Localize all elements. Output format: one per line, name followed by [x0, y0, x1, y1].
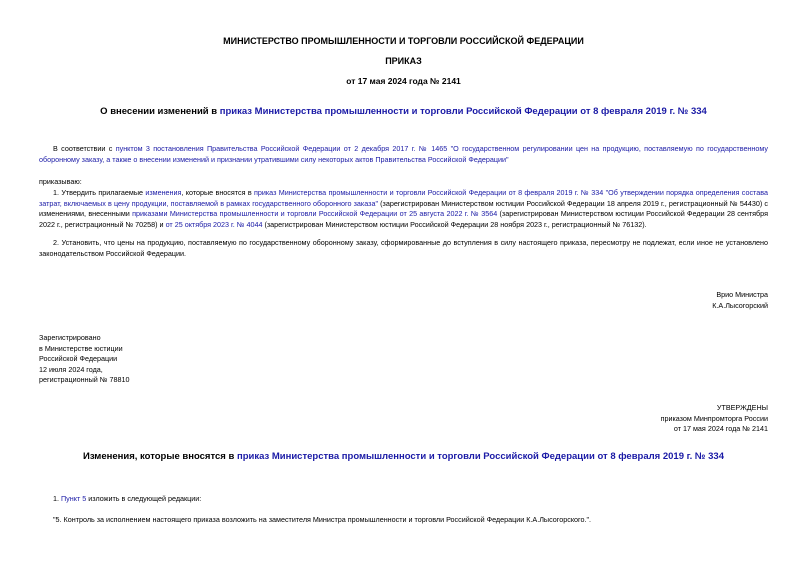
registration-line: регистрационный № 78810: [39, 375, 130, 385]
change-1-quote: "5. Контроль за исполнением настоящего приказа возложить на заместителя Министра промышленности и торговли Российской Федерации К.А.Лысогорского.".: [53, 515, 592, 524]
doc-type: ПРИКАЗ: [385, 56, 422, 66]
approval-line: приказом Минпромторга России: [660, 413, 768, 423]
item-1-paragraph: [39, 188, 768, 230]
change-1-text-c: изложить в следующей редакции:: [86, 494, 202, 503]
registration-line: в Министерстве юстиции: [39, 343, 123, 353]
changes-title: [0, 451, 807, 462]
doc-title: [0, 106, 807, 117]
item-1-text-e: (зарегистрирован Министерством юстиции Российской Федерации 18 апреля 2019 г., регистрационный № 54430) с изменениями, внесенными: [39, 198, 769, 219]
registration-line: Зарегистрировано: [39, 333, 101, 342]
item-1-text-c: , которые вносятся в: [181, 188, 254, 197]
doc-title-link[interactable]: приказ Министерства промышленности и торговли Российской Федерации от 8 февраля 2019 г. № 334: [219, 106, 707, 117]
item-1-link-order-3564[interactable]: приказами Министерства промышленности и торговли Российской Федерации от 25 августа 2022 г. № 3564: [132, 209, 498, 219]
item-1-text-a: 1. Утвердить прилагаемые: [53, 188, 146, 197]
change-1-link-point-5[interactable]: Пункт 5: [61, 494, 87, 503]
signature-name: К.А.Лысогорский: [712, 301, 768, 310]
item-1-link-order-334[interactable]: приказ Министерства промышленности и торговли Российской Федерации от 8 февраля 2019 г. № 334 "Об утверждении порядка определения состава затрат, включаемых в цену продукции, поставляемой в рамках государственного оборонного заказа": [39, 188, 768, 208]
registration-block: [39, 333, 129, 386]
approval-line: от 17 мая 2024 года № 2141: [673, 424, 768, 434]
registration-line: 12 июля 2024 года,: [39, 364, 103, 374]
doc-date-number: от 17 мая 2024 года № 2141: [346, 76, 461, 86]
item-1-text-g: (зарегистрирован Министерством юстиции Российской Федерации 28 сентября 2022 г., регистрационный № 70258) и: [39, 209, 768, 229]
change-1-paragraph: [39, 494, 768, 505]
doc-title-prefix: О внесении изменений в: [100, 106, 220, 117]
ministry-name: МИНИСТЕРСТВО ПРОМЫШЛЕННОСТИ И ТОРГОВЛИ РОССИЙСКОЙ ФЕДЕРАЦИИ: [223, 36, 584, 46]
change-1-text-a: 1.: [53, 494, 61, 503]
preamble-text: В соответствии с: [53, 144, 116, 153]
preamble-paragraph: [39, 144, 768, 165]
item-1-link-order-4044[interactable]: от 25 октября 2023 г. № 4044: [165, 219, 263, 229]
item-1-link-changes[interactable]: изменения: [145, 188, 182, 197]
approval-block: [500, 403, 768, 435]
registration-line: Российской Федерации: [39, 354, 118, 364]
changes-title-prefix: Изменения, которые вносятся в: [82, 451, 237, 462]
item-1-text-i: (зарегистрирован Министерством юстиции Российской Федерации 28 ноября 2023 г., регистрационный № 76132).: [262, 219, 647, 229]
preamble-link[interactable]: пунктом 3 постановления Правительства Российской Федерации от 2 декабря 2017 г. № 1465 "О государственном регулировании цен на продукцию, поставляемую по государственному оборонному заказу, а также о внесении изменений и признании утратившими силу некоторых актов Правительства Российской Федерации": [39, 144, 768, 164]
order-word: приказываю:: [39, 177, 82, 186]
approval-line: УТВЕРЖДЕНЫ: [716, 403, 768, 412]
changes-title-link[interactable]: приказ Министерства промышленности и торговли Российской Федерации от 8 февраля 2019 г. № 334: [236, 451, 724, 462]
item-2-paragraph: 2. Установить, что цены на продукцию, поставляемую по государственному оборонному заказу, сформированные до вступления в силу настоящего приказа, пересмотру не подлежат, если иное не установлено законодательством Российской Федерации.: [39, 238, 768, 258]
signature-position: Врио Министра: [716, 290, 768, 299]
